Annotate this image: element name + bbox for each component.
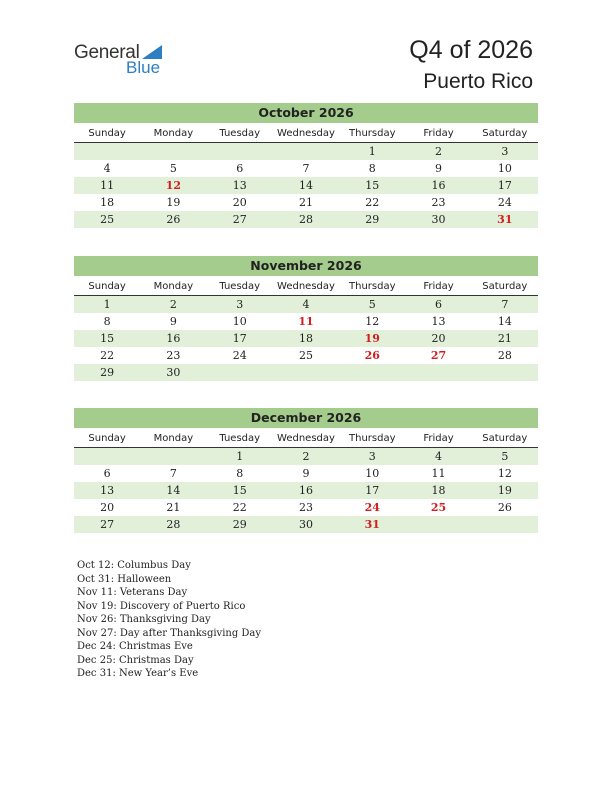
holiday-list-item: Dec 24: Christmas Eve	[77, 641, 193, 652]
holiday-date-cell: 31	[364, 518, 380, 531]
date-cell: 1	[368, 145, 376, 158]
date-cell: 30	[166, 366, 181, 379]
month-calendar	[74, 103, 538, 228]
month-title: October 2026	[74, 103, 538, 123]
week-row	[74, 313, 538, 330]
week-row	[74, 143, 538, 160]
date-cell	[405, 516, 471, 533]
date-cell: 10	[232, 315, 247, 328]
holiday-list-item: Oct 12: Columbus Day	[77, 560, 191, 571]
holiday-date-cell: 27	[430, 349, 447, 362]
date-cell: 27	[100, 518, 115, 531]
date-cell: 9	[169, 315, 177, 328]
week-row	[74, 364, 538, 381]
date-cell: 8	[103, 315, 111, 328]
date-cell: 15	[100, 332, 115, 345]
date-cell	[207, 364, 273, 381]
weekday-label: Tuesday	[219, 433, 261, 444]
date-cell: 28	[298, 213, 313, 226]
week-row	[74, 347, 538, 364]
weekday-label: Tuesday	[219, 281, 261, 292]
weekday-header-row	[74, 125, 538, 143]
week-row	[74, 211, 538, 228]
date-cell	[472, 364, 538, 381]
weekday-label: Monday	[153, 281, 194, 292]
date-cell: 20	[100, 501, 115, 514]
date-cell: 17	[365, 484, 380, 497]
holiday-list-item: Oct 31: Halloween	[77, 573, 172, 585]
date-cell	[472, 516, 538, 533]
date-cell: 18	[100, 196, 115, 209]
holiday-date-cell: 26	[364, 349, 380, 362]
date-cell: 11	[431, 467, 446, 480]
date-cell: 14	[298, 179, 313, 192]
weekday-label: Sunday	[88, 281, 126, 292]
date-cell	[405, 364, 471, 381]
holiday-date-cell: 12	[165, 179, 182, 192]
page-title: Q4 of 2026	[409, 36, 533, 64]
date-cell: 21	[298, 196, 313, 209]
weekday-label: Monday	[153, 433, 194, 444]
date-cell	[140, 448, 206, 465]
date-cell	[140, 143, 206, 160]
date-cell: 2	[435, 145, 443, 158]
weekday-label: Friday	[423, 128, 454, 139]
date-cell: 2	[169, 298, 177, 311]
date-cell: 13	[232, 179, 247, 192]
weekday-header-row	[74, 430, 538, 448]
date-cell: 25	[298, 349, 313, 362]
date-cell: 21	[166, 501, 181, 514]
date-cell	[273, 143, 339, 160]
date-cell: 16	[431, 179, 446, 192]
holiday-date-cell: 25	[430, 501, 447, 514]
week-row	[74, 194, 538, 211]
date-cell: 12	[497, 467, 512, 480]
date-cell: 1	[236, 450, 244, 463]
weekday-header-row	[74, 278, 538, 296]
date-cell: 23	[166, 349, 181, 362]
date-cell: 29	[365, 213, 380, 226]
date-cell: 9	[435, 162, 443, 175]
date-cell: 23	[431, 196, 446, 209]
month-calendar	[74, 256, 538, 381]
date-cell: 30	[298, 518, 313, 531]
date-cell: 24	[497, 196, 512, 209]
week-row	[74, 482, 538, 499]
date-cell: 29	[232, 518, 247, 531]
date-cell: 7	[501, 298, 509, 311]
logo-general-text: General	[74, 42, 140, 63]
weekday-label: Monday	[153, 128, 194, 139]
week-row	[74, 465, 538, 482]
weekday-label: Wednesday	[277, 433, 335, 444]
weekday-label: Sunday	[88, 433, 126, 444]
date-cell: 20	[431, 332, 446, 345]
date-cell: 28	[497, 349, 512, 362]
date-cell: 18	[298, 332, 313, 345]
date-cell: 5	[169, 162, 177, 175]
date-cell: 5	[368, 298, 376, 311]
date-cell: 14	[497, 315, 512, 328]
date-cell: 5	[501, 450, 509, 463]
date-cell: 6	[103, 467, 111, 480]
date-cell: 19	[497, 484, 512, 497]
date-cell: 26	[497, 501, 512, 514]
date-cell: 22	[232, 501, 247, 514]
date-cell: 24	[232, 349, 247, 362]
date-cell: 6	[435, 298, 443, 311]
holiday-list-item: Nov 27: Day after Thanksgiving Day	[77, 627, 262, 639]
weekday-label: Wednesday	[277, 128, 335, 139]
weekday-label: Thursday	[349, 128, 396, 139]
weekday-label: Wednesday	[277, 281, 335, 292]
date-cell: 29	[100, 366, 115, 379]
brand-logo	[74, 42, 184, 82]
holiday-date-cell: 31	[497, 213, 513, 226]
date-cell: 7	[302, 162, 310, 175]
date-cell: 19	[166, 196, 181, 209]
weekday-label: Tuesday	[219, 128, 261, 139]
week-row	[74, 296, 538, 313]
date-cell: 18	[431, 484, 446, 497]
week-row	[74, 177, 538, 194]
date-cell: 23	[298, 501, 313, 514]
weekday-label: Thursday	[349, 281, 396, 292]
date-cell: 16	[166, 332, 181, 345]
date-cell: 28	[166, 518, 181, 531]
date-cell: 15	[232, 484, 247, 497]
date-cell: 10	[497, 162, 512, 175]
holiday-list-item: Nov 11: Veterans Day	[77, 587, 188, 598]
date-cell: 4	[302, 298, 310, 311]
holiday-list-item: Nov 19: Discovery of Puerto Rico	[77, 600, 246, 612]
date-cell: 6	[236, 162, 244, 175]
date-cell: 26	[166, 213, 181, 226]
date-cell: 17	[497, 179, 512, 192]
date-cell: 15	[365, 179, 380, 192]
date-cell: 4	[435, 450, 443, 463]
holiday-date-cell: 11	[298, 315, 314, 328]
holiday-list-item: Nov 26: Thanksgiving Day	[77, 614, 211, 625]
date-cell: 9	[302, 467, 310, 480]
date-cell: 16	[298, 484, 313, 497]
date-cell	[207, 143, 273, 160]
week-row	[74, 499, 538, 516]
country-subtitle: Puerto Rico	[423, 70, 533, 93]
date-cell: 20	[232, 196, 247, 209]
weekday-label: Saturday	[482, 433, 528, 444]
date-cell: 10	[365, 467, 380, 480]
date-cell: 3	[501, 145, 509, 158]
weekday-label: Sunday	[88, 128, 126, 139]
date-cell: 22	[100, 349, 115, 362]
date-cell: 17	[232, 332, 247, 345]
date-cell: 25	[100, 213, 115, 226]
logo-triangle-icon	[142, 45, 162, 59]
date-cell: 21	[497, 332, 512, 345]
date-cell: 12	[365, 315, 380, 328]
month-title: November 2026	[74, 256, 538, 276]
month-calendar	[74, 408, 538, 533]
date-cell: 1	[103, 298, 111, 311]
weekday-label: Saturday	[482, 281, 528, 292]
week-row	[74, 160, 538, 177]
week-row	[74, 448, 538, 465]
date-cell: 4	[103, 162, 111, 175]
holiday-list-item: Dec 31: New Year’s Eve	[77, 668, 199, 679]
weekday-label: Saturday	[482, 128, 528, 139]
date-cell: 11	[100, 179, 115, 192]
date-cell: 13	[431, 315, 446, 328]
date-cell: 27	[232, 213, 247, 226]
holiday-list	[77, 559, 261, 681]
date-cell: 3	[236, 298, 244, 311]
month-title: December 2026	[74, 408, 538, 428]
weekday-label: Friday	[423, 281, 454, 292]
date-cell	[74, 448, 140, 465]
holiday-list-item: Dec 25: Christmas Day	[77, 654, 194, 666]
date-cell: 8	[236, 467, 244, 480]
date-cell: 3	[368, 450, 376, 463]
date-cell: 30	[431, 213, 446, 226]
date-cell	[74, 143, 140, 160]
week-row	[74, 330, 538, 347]
date-cell	[339, 364, 405, 381]
holiday-date-cell: 19	[364, 332, 380, 345]
weekday-label: Friday	[423, 433, 454, 444]
logo-blue-text: Blue	[126, 58, 161, 77]
date-cell: 8	[368, 162, 376, 175]
date-cell: 14	[166, 484, 181, 497]
date-cell: 7	[169, 467, 177, 480]
date-cell: 22	[365, 196, 380, 209]
date-cell: 13	[100, 484, 115, 497]
week-row	[74, 516, 538, 533]
holiday-date-cell: 24	[364, 501, 380, 514]
date-cell	[273, 364, 339, 381]
date-cell: 2	[302, 450, 310, 463]
weekday-label: Thursday	[349, 433, 396, 444]
